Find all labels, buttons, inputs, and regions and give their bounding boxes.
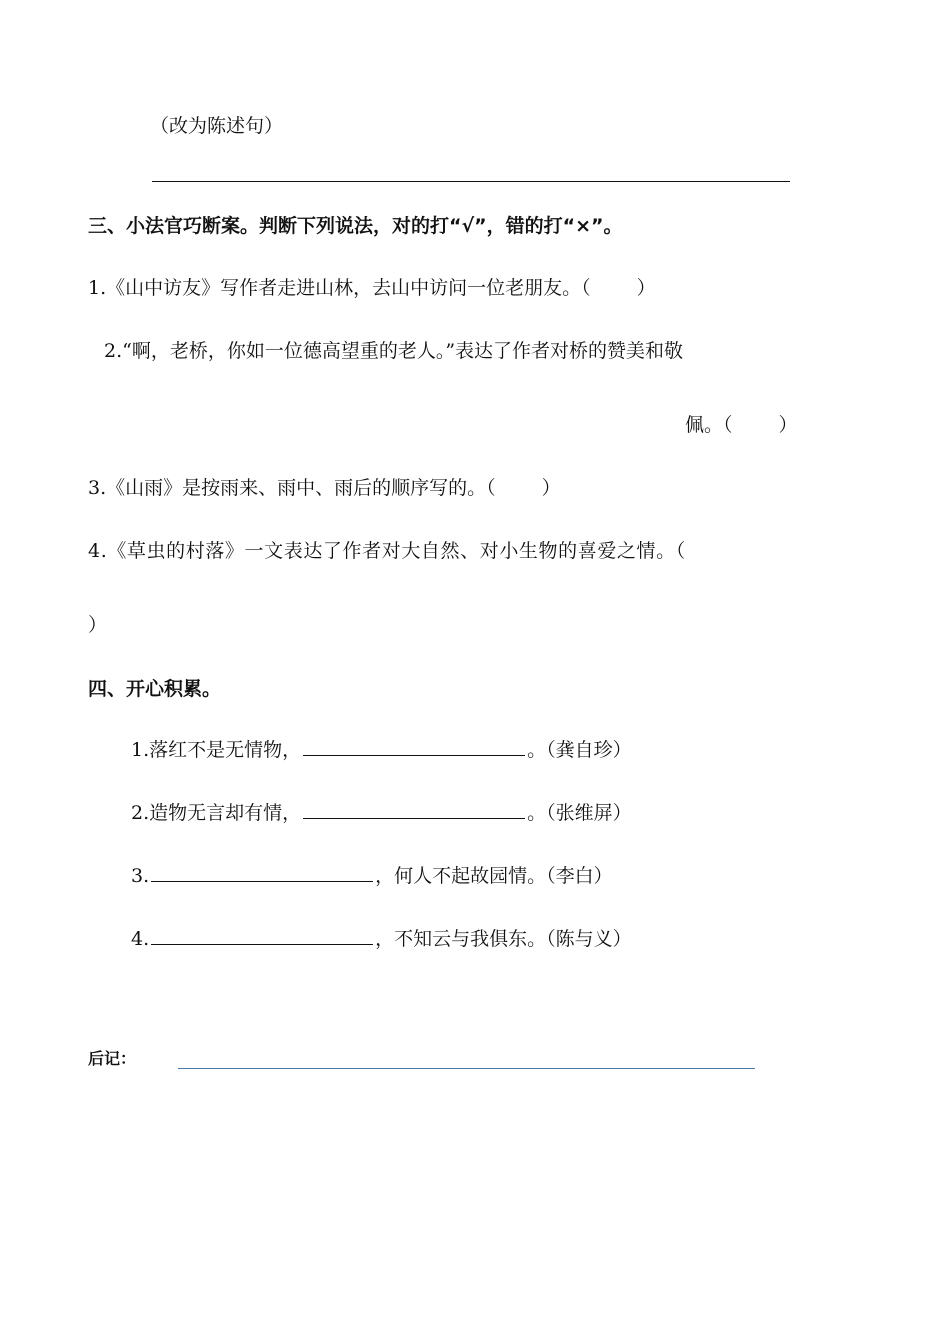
judge-item-2-close: ） [778,414,798,436]
poem-item-1-post: 。（龚自珍） [527,739,632,761]
section-3-title: 三、小法官巧断案。判断下列说法，对的打“√”，错的打“×”。 [88,215,623,237]
poem-item-1 [131,737,632,762]
houji-label: 后记： [88,1049,137,1068]
poem-item-2-post: 。（张维屏） [527,802,632,824]
answer-line[interactable] [152,181,790,182]
judge-item-4-cont[interactable]: ） [88,614,108,636]
poem-item-4-post: ，不知云与我俱东。（陈与义） [375,928,632,950]
judge-item-2-cont-text: 佩。（ [685,414,733,436]
judge-item-1-close: ） [636,277,656,299]
poem-item-3-post: ，何人不起故园情。（李白） [375,865,613,887]
poem-blank-4[interactable] [151,926,373,945]
judge-item-3 [88,476,561,500]
judge-item-4: 4.《草虫的村落》一文表达了作者对大自然、对小生物的喜爱之情。（ [88,540,686,562]
poem-item-3 [131,863,613,888]
judge-item-1 [88,276,656,300]
judge-item-2: 2.“啊，老桥，你如一位德高望重的老人。”表达了作者对桥的赞美和敬 [104,340,684,362]
poem-blank-2[interactable] [303,800,525,819]
poem-item-2-pre: 2.造物无言却有情， [131,802,302,824]
judge-item-2-cont [685,413,798,437]
poem-blank-1[interactable] [303,737,525,756]
judge-item-3-text: 3.《山雨》是按雨来、雨中、雨后的顺序写的。（ [88,477,496,499]
poem-item-2 [131,800,632,825]
section-4-title: 四、开心积累。 [88,678,222,700]
poem-item-3-pre: 3. [131,865,150,887]
rewrite-instruction: （改为陈述句） [150,115,284,137]
poem-item-1-pre: 1.落红不是无情物， [131,739,302,761]
poem-blank-3[interactable] [151,863,373,882]
judge-item-3-close: ） [541,477,561,499]
poem-item-4-pre: 4. [131,928,150,950]
poem-item-4 [131,926,632,951]
houji-line[interactable] [178,1068,755,1069]
judge-item-1-text: 1.《山中访友》写作者走进山林，去山中访问一位老朋友。（ [88,277,591,299]
